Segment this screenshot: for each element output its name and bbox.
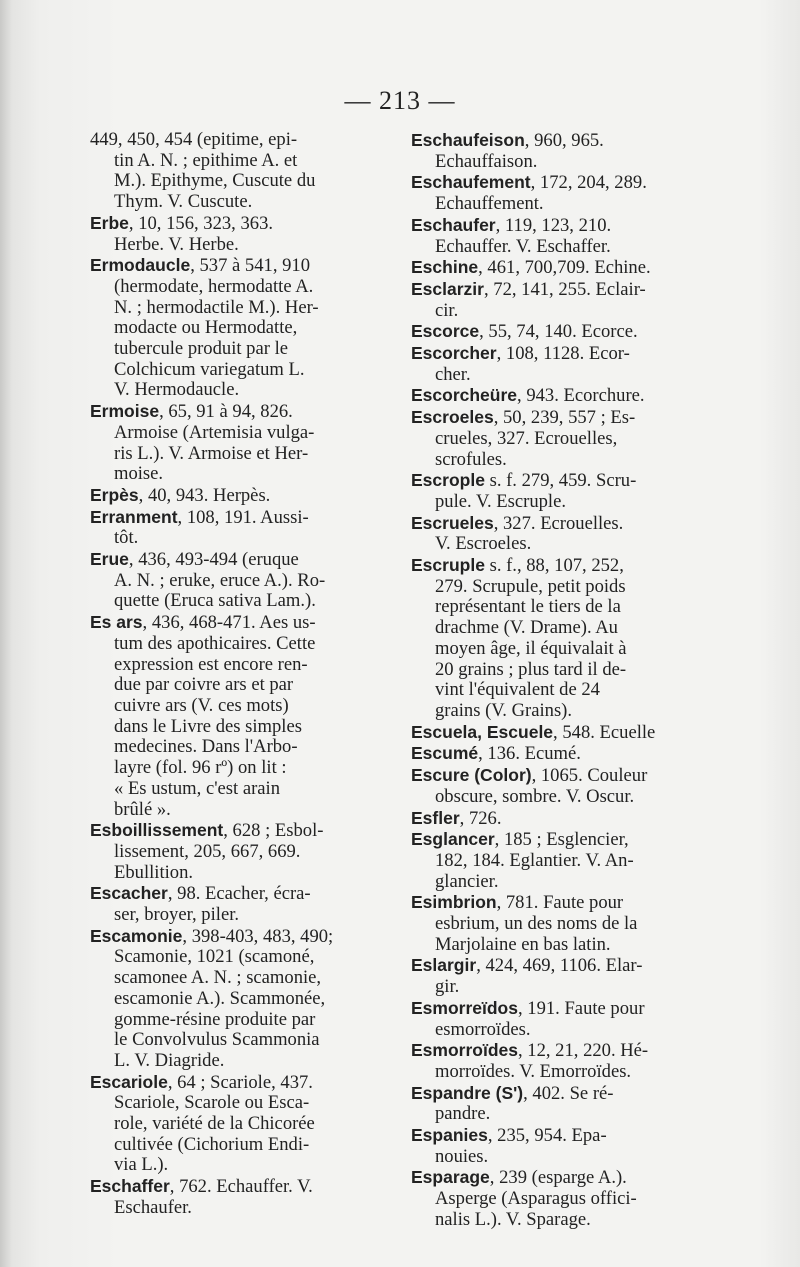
entry-text-line: via L.).: [114, 1154, 169, 1176]
entry-text-line: V. Escroeles.: [435, 533, 532, 555]
entry-headword: Eschine: [411, 257, 479, 278]
entry-headword: Esimbrion: [411, 892, 497, 913]
dictionary-entry: [411, 321, 711, 343]
entry-text-line: Scariole, Scarole ou Esca-: [114, 1092, 310, 1114]
entry-text-line: , 943. Ecorchure.: [517, 385, 645, 407]
entry-text-line: , 50, 239, 557 ; Es-: [493, 407, 636, 429]
dictionary-entry: [411, 955, 711, 997]
entry-text-line: N. ; hermodactile M.). Her-: [114, 296, 319, 318]
dictionary-entry: [411, 130, 711, 172]
entry-text-line: (hermodate, hermodatte A.: [114, 275, 314, 297]
entry-headword: Esmorroïdes: [411, 1040, 518, 1061]
entry-text-line: , 136. Ecumé.: [478, 743, 581, 765]
entry-headword: Escamonie: [90, 925, 183, 946]
entry-text-line: Armoise (Artemisia vulga-: [114, 421, 315, 443]
dictionary-entry: [90, 549, 390, 612]
entry-headword: Escrople: [411, 470, 485, 491]
entry-text-line: cher.: [435, 363, 471, 385]
page-number: — 213 —: [344, 86, 456, 115]
dictionary-entry: [411, 279, 711, 321]
entry-text-line: glancier.: [435, 870, 499, 892]
entry-text-line: , 108, 191. Aussi-: [177, 506, 309, 528]
entry-text-line: , 191. Faute pour: [517, 997, 645, 1019]
dictionary-entry: [411, 513, 711, 555]
entry-text-line: vint l'équivalent de 24: [435, 679, 600, 701]
dictionary-entry: [411, 215, 711, 257]
entry-headword: Escorce: [411, 321, 480, 342]
entry-headword: Escroeles: [411, 407, 494, 428]
entry-text-line: quette (Eruca sativa Lam.).: [114, 590, 316, 612]
dictionary-entry: [90, 401, 390, 485]
entry-text-line: , 781. Faute pour: [496, 892, 624, 914]
entry-headword: Esglancer: [411, 829, 495, 850]
entry-text-line: modacte ou Hermodatte,: [114, 317, 298, 339]
entry-text-line: , 398-403, 483, 490;: [182, 925, 334, 947]
entry-headword: Eslargir: [411, 955, 477, 976]
dictionary-entry: [411, 808, 711, 830]
entry-text-line: tum des apothicaires. Cette: [114, 632, 316, 654]
entry-text-line: 449, 450, 454 (epitime, epi-: [90, 129, 298, 150]
entry-text-line: 279. Scrupule, petit poids: [435, 575, 626, 597]
entry-text-line: obscure, sombre. V. Oscur.: [435, 785, 635, 807]
dictionary-entry: [411, 172, 711, 214]
entry-headword: Es ars: [90, 612, 143, 633]
entry-text-line: , 40, 943. Herpès.: [138, 484, 271, 506]
entry-text-line: , 762. Echauffer. V.: [169, 1176, 313, 1198]
entry-text-line: ris L.). V. Armoise et Her-: [114, 442, 309, 464]
dictionary-entry: [411, 555, 711, 722]
entry-text-line: escamonie A.). Scammonée,: [114, 987, 326, 1009]
entry-headword: Eschaufer: [411, 214, 496, 235]
entry-text-line: , 64 ; Scariole, 437.: [167, 1071, 313, 1093]
entry-headword: Esmorreïdos: [411, 997, 518, 1018]
entry-text-line: crueles, 327. Ecrouelles,: [435, 427, 618, 449]
dictionary-entry: [411, 257, 711, 279]
dictionary-entry: [411, 1040, 711, 1082]
entry-headword: Esfler: [411, 807, 460, 828]
entry-text-line: , 12, 21, 220. Hé-: [517, 1040, 649, 1062]
entry-headword: Esparage: [411, 1167, 490, 1188]
entry-text-line: pandre.: [435, 1103, 491, 1125]
entry-text-line: , 424, 469, 1106. Elar-: [476, 955, 643, 977]
entry-text-line: 182, 184. Eglantier. V. An-: [435, 849, 634, 871]
entry-text-line: , 239 (esparge A.).: [489, 1167, 627, 1189]
entry-text-line: drachme (V. Drame). Au: [435, 617, 618, 639]
entry-text-line: , 185 ; Esglencier,: [494, 829, 629, 851]
entry-text-line: , 98. Ecacher, écra-: [167, 883, 311, 905]
entry-headword: Escorcher: [411, 343, 497, 364]
entry-text-line: Thym. V. Cuscute.: [114, 191, 253, 213]
entry-text-line: cuivre ars (V. ces mots): [114, 694, 289, 716]
dictionary-entry: [411, 765, 711, 807]
entry-text-line: 20 grains ; plus tard il de-: [435, 658, 627, 680]
entry-text-line: Eschaufer.: [114, 1196, 192, 1218]
dictionary-entry: [411, 829, 711, 892]
entry-headword: Eschaufeison: [411, 130, 525, 150]
entry-text-line: medecines. Dans l'Arbo-: [114, 736, 298, 758]
entry-text-line: M.). Epithyme, Cuscute du: [114, 170, 316, 192]
entry-text-line: scamonee A. N. ; scamonie,: [114, 967, 322, 989]
entry-text-line: gir.: [435, 976, 460, 998]
right-column: [411, 130, 711, 1231]
entry-text-line: moise.: [114, 463, 164, 485]
dictionary-entry: [411, 407, 711, 470]
entry-headword: Espanies: [411, 1125, 488, 1146]
entry-headword: Escure (Color): [411, 765, 532, 786]
entry-headword: Escorcheüre: [411, 385, 518, 406]
entry-text-line: Marjolaine en bas latin.: [435, 933, 611, 955]
dictionary-entry: [90, 883, 390, 925]
dictionary-entry: [411, 1125, 711, 1167]
entry-text-line: , 548. Ecuelle: [553, 721, 656, 743]
entry-text-line: grains (V. Grains).: [435, 699, 573, 721]
entry-text-line: Herbe. V. Herbe.: [114, 233, 239, 255]
entry-headword: Esboillissement: [90, 820, 224, 841]
entry-text-line: esbrium, un des noms de la: [435, 913, 638, 935]
dictionary-entry: [411, 743, 711, 765]
entry-text-line: L. V. Diagride.: [114, 1049, 225, 1071]
entry-text-line: scrofules.: [435, 448, 507, 470]
entry-text-line: , 436, 468-471. Aes us-: [142, 612, 316, 634]
entry-text-line: V. Hermodaucle.: [114, 379, 240, 401]
entry-text-line: ser, broyer, piler.: [114, 904, 240, 926]
entry-text-line: , 628 ; Esbol-: [223, 820, 324, 842]
entry-text-line: nalis L.). V. Sparage.: [435, 1208, 591, 1230]
entry-text-line: , 10, 156, 323, 363.: [128, 212, 274, 234]
entry-text-line: , 436, 493-494 (eruque: [128, 549, 299, 571]
entry-text-line: Asperge (Asparagus offici-: [435, 1188, 637, 1210]
entry-text-line: , 461, 700,709. Echine.: [478, 257, 651, 279]
entry-text-line: nouies.: [435, 1145, 489, 1167]
entry-text-line: , 172, 204, 289.: [530, 172, 647, 194]
entry-text-line: , 726.: [459, 807, 502, 829]
entry-headword: Esclarzir: [411, 278, 484, 299]
entry-headword: Erpès: [90, 484, 139, 505]
dictionary-entry: [90, 1072, 390, 1177]
entry-text-line: , 119, 123, 210.: [495, 214, 612, 236]
entry-text-line: , 327. Ecrouelles.: [493, 512, 624, 534]
entry-text-line: , 960, 965.: [524, 130, 604, 151]
dictionary-entry: [90, 213, 390, 255]
entry-text-line: , 108, 1128. Ecor-: [496, 343, 630, 365]
dictionary-entry: [411, 998, 711, 1040]
entry-text-line: tin A. N. ; epithime A. et: [114, 149, 298, 171]
entry-text-line: , 55, 74, 140. Ecorce.: [479, 321, 638, 343]
entry-text-line: Scamonie, 1021 (scamoné,: [114, 946, 315, 968]
entry-text-line: le Convolvulus Scammonia: [114, 1029, 320, 1051]
entry-headword: Espandre (S'): [411, 1082, 524, 1103]
entry-text-line: brûlé ».: [114, 798, 171, 820]
entry-headword: Escacher: [90, 883, 168, 904]
entry-text-line: , 235, 954. Epa-: [487, 1125, 607, 1147]
dictionary-entry: [411, 385, 711, 407]
entry-text-line: représentant le tiers de la: [435, 596, 621, 618]
entry-text-line: s. f., 88, 107, 252,: [484, 555, 624, 577]
dictionary-entry: [411, 722, 711, 744]
entry-text-line: Echauffaison.: [435, 150, 538, 172]
entry-text-line: expression est encore ren-: [114, 653, 308, 675]
entry-headword: Eschaffer: [90, 1176, 170, 1197]
entry-text-line: Colchicum variegatum L.: [114, 358, 305, 380]
dictionary-entry: [90, 820, 390, 883]
entry-text-line: pule. V. Escruple.: [435, 490, 566, 512]
entry-headword: Eschaufement: [411, 172, 531, 193]
entry-text-line: , 1065. Couleur: [531, 765, 648, 787]
entry-text-line: , 537 à 541, 910: [190, 255, 311, 277]
entry-headword: Escumé: [411, 743, 479, 764]
entry-headword: Erue: [90, 549, 129, 570]
entry-text-line: due par coivre ars et par: [114, 674, 294, 696]
entry-text-line: lissement, 205, 667, 669.: [114, 840, 301, 862]
dictionary-entry: [411, 1167, 711, 1230]
entry-text-line: Echauffer. V. Eschaffer.: [435, 235, 611, 257]
entry-text-line: cir.: [435, 299, 459, 321]
dictionary-entry: [411, 1083, 711, 1125]
dictionary-entry: [90, 612, 390, 820]
entry-headword: Escrueles: [411, 512, 494, 533]
entry-text-line: dans le Livre des simples: [114, 715, 302, 737]
dictionary-entry: [90, 926, 390, 1072]
entry-text-line: cultivée (Cichorium Endi-: [114, 1133, 310, 1155]
entry-text-line: A. N. ; eruke, eruce A.). Ro-: [114, 569, 326, 591]
entry-headword: Escruple: [411, 555, 485, 576]
entry-text-line: layre (fol. 96 rº) on lit :: [114, 757, 287, 779]
entry-text-line: Echauffement.: [435, 193, 544, 215]
entry-text-line: Ebullition.: [114, 861, 194, 883]
dictionary-entry: [90, 1176, 390, 1218]
entry-headword: Ermodaucle: [90, 255, 191, 276]
entry-text-line: tôt.: [114, 527, 139, 549]
entry-headword: Erranment: [90, 506, 178, 527]
entry-headword: Escuela, Escuele: [411, 721, 554, 742]
dictionary-entry: [90, 485, 390, 507]
entry-headword: Ermoise: [90, 401, 160, 422]
dictionary-entry: [411, 892, 711, 955]
entry-text-line: esmorroïdes.: [435, 1018, 531, 1040]
dictionary-entry: [411, 470, 711, 512]
entry-text-line: s. f. 279, 459. Scru-: [484, 470, 637, 492]
dictionary-entry: [90, 130, 390, 213]
entry-text-line: , 402. Se ré-: [523, 1082, 614, 1104]
entry-text-line: , 65, 91 à 94, 826.: [159, 401, 293, 423]
entry-headword: Escariole: [90, 1071, 168, 1092]
dictionary-entry: [90, 255, 390, 401]
left-column: [90, 130, 390, 1219]
dictionary-entry: [411, 343, 711, 385]
entry-text-line: tubercule produit par le: [114, 338, 288, 360]
dictionary-entry: [90, 507, 390, 549]
entry-text-line: « Es ustum, c'est arain: [114, 777, 281, 799]
entry-text-line: gomme-résine produite par: [114, 1008, 316, 1030]
entry-text-line: morroïdes. V. Emorroïdes.: [435, 1060, 632, 1082]
entry-text-line: , 72, 141, 255. Eclair-: [483, 278, 646, 300]
entry-headword: Erbe: [90, 212, 129, 233]
entry-text-line: moyen âge, il équivalait à: [435, 637, 627, 659]
entry-text-line: role, variété de la Chicorée: [114, 1113, 315, 1135]
